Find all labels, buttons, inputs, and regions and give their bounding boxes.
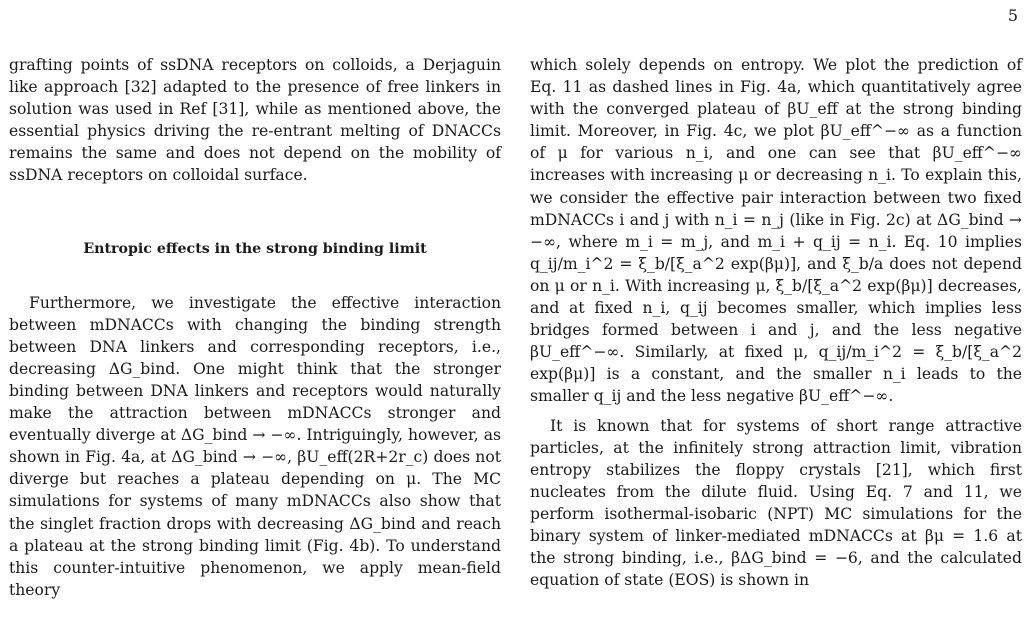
right-paragraph-2: It is known that for systems of short range attractive particles, at the infinitely strong attraction limit, vibration entropy stabilizes the floppy crystals [21], which first nucleates from the dilute fluid. Using Eq. 7 and 11, we perform isothermal-isobaric (NPT) MC simulations for the binary system of linker-mediated mDNACCs at βμ = 1.6 at the strong binding, i.e., βΔG_bind = −6, and the calculated equation of state (EOS) is shown in	[530, 416, 1022, 590]
left-paragraph-1: grafting points of ssDNA receptors on colloids, a Derjaguin like approach [32] adapted to the presence of free linkers in solution was used in Ref [31], while as mentioned above, the essential physics driving the re-entrant melting of DNACCs remains the same and does not depend on the mobility of ssDNA receptors on colloidal surface.	[9, 56, 501, 185]
left-column	[9, 54, 501, 601]
right-column	[530, 54, 1022, 591]
section-heading: Entropic effects in the strong binding limit	[83, 240, 427, 257]
right-paragraph-1: which solely depends on entropy. We plot the prediction of Eq. 11 as dashed lines in Fig. 4a, which quantitatively agree with the converged plateau of βU_eff at the strong binding limit. Moreover, in Fig. 4c, we plot βU_eff^−∞ as a function of μ for various n_i, and one can see that βU_eff^−∞ increases with increasing μ or decreasing n_i. To explain this, we consider the effective pair interaction between two fixed mDNACCs i and j with n_i = n_j (like in Fig. 2c) at ΔG_bind → −∞, where m_i = m_j, and m_i + q_ij = n_i. Eq. 10 implies q_ij/m_i^2 = ξ_b/[ξ_a^2 exp(βμ)], and ξ_b/a does not depend on μ or n_i. With increasing μ, ξ_b/[ξ_a^2 exp(βμ)] decreases, and at fixed n_i, q_ij becomes smaller, which implies less bridges formed between i and j, and the less negative βU_eff^−∞. Similarly, at fixed μ, q_ij/m_i^2 = ξ_b/[ξ_a^2 exp(βμ)] is a constant, and the smaller n_i leads to the smaller q_ij and the less negative βU_eff^−∞.	[530, 56, 1022, 406]
left-paragraph-2: Furthermore, we investigate the effective interaction between mDNACCs with changing the binding strength between DNA linkers and corresponding receptors, i.e., decreasing ΔG_bind. One might think that the stronger binding between DNA linkers and receptors would naturally make the attraction between mDNACCs stronger and eventually diverge at ΔG_bind → −∞. Intriguingly, however, as shown in Fig. 4a, at ΔG_bind → −∞, βU_eff(2R+2r_c) does not diverge but reaches a plateau depending on μ. The MC simulations for systems of many mDNACCs also show that the singlet fraction drops with decreasing ΔG_bind and reach a plateau at the strong binding limit (Fig. 4b). To understand this counter-intuitive phenomenon, we apply mean-field theory	[9, 293, 501, 599]
page-number: 5	[1007, 6, 1018, 25]
